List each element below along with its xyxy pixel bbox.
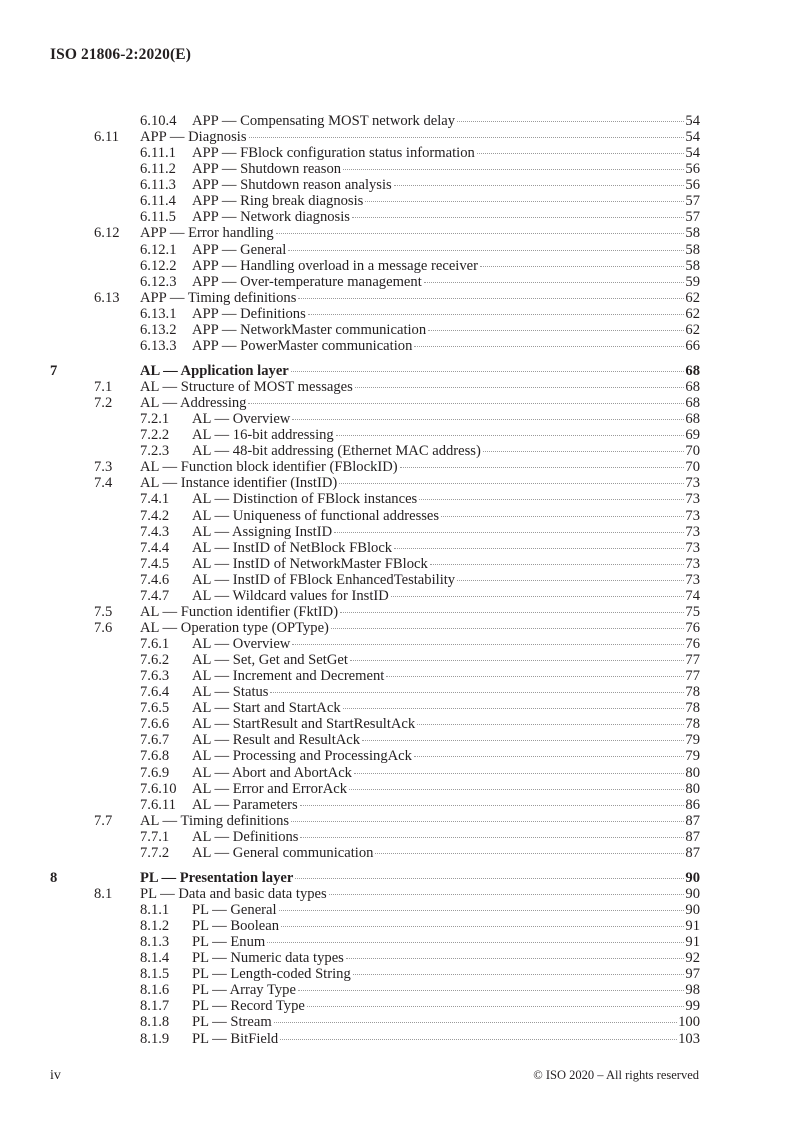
toc-section-number: 6.11.4 <box>140 193 176 210</box>
toc-section-title: APP — Error handling <box>140 225 274 242</box>
toc-section-title: AL — InstID of NetworkMaster FBlock <box>192 555 428 572</box>
toc-section-title: AL — Processing and ProcessingAck <box>192 748 412 765</box>
toc-section-number: 7.2.2 <box>140 427 170 444</box>
toc-section-title: PL — Numeric data types <box>192 950 344 967</box>
toc-entry[interactable] <box>50 177 700 193</box>
toc-dot-leader <box>295 878 684 879</box>
toc-entry[interactable] <box>50 572 700 588</box>
toc-dot-leader <box>288 250 684 251</box>
toc-dot-leader <box>343 708 685 709</box>
toc-section-number: 7.6.4 <box>140 684 170 701</box>
toc-page-number: 91 <box>685 918 700 935</box>
toc-page-number: 68 <box>685 379 700 395</box>
toc-section-title: PL — Array Type <box>192 982 296 999</box>
toc-entry[interactable] <box>50 540 700 556</box>
toc-section-number: 7.3 <box>94 459 113 476</box>
toc-dot-leader <box>298 990 684 991</box>
toc-entry[interactable] <box>50 588 700 604</box>
toc-page-number: 73 <box>685 571 700 588</box>
toc-entry[interactable] <box>50 636 700 652</box>
toc-section-title: APP — General <box>192 241 287 258</box>
toc-section-title: PL — BitField <box>192 1030 279 1047</box>
toc-page-number: 73 <box>685 555 700 572</box>
toc-page-number: 79 <box>685 748 700 765</box>
toc-section-title: PL — Record Type <box>192 998 305 1015</box>
toc-page-number: 99 <box>685 998 700 1015</box>
toc-dot-leader <box>353 974 685 975</box>
toc-section-number: 7.6.6 <box>140 716 170 733</box>
toc-section-title: AL — Instance identifier (InstID) <box>140 475 338 492</box>
toc-page-number: 87 <box>685 812 700 829</box>
toc-section-number: 7.6.1 <box>140 636 170 652</box>
toc-page-number: 70 <box>685 443 700 460</box>
toc-entry[interactable] <box>50 886 700 902</box>
toc-page-number: 90 <box>685 902 700 918</box>
toc-page-number: 66 <box>685 337 700 354</box>
toc-entry[interactable] <box>50 274 700 290</box>
toc-dot-leader <box>334 532 684 533</box>
toc-section-number: 7.2 <box>94 395 113 412</box>
toc-entry[interactable] <box>50 242 700 258</box>
toc-page-number: 78 <box>685 716 700 733</box>
toc-page-number: 68 <box>685 395 700 412</box>
toc-page-number: 73 <box>685 539 700 556</box>
toc-section-number: 6.10.4 <box>140 113 177 129</box>
toc-section-number: 8 <box>50 869 58 886</box>
toc-section-number: 7.4.3 <box>140 523 170 540</box>
toc-dot-leader <box>249 137 685 138</box>
toc-dot-leader <box>355 387 685 388</box>
toc-section-title: AL — InstID of NetBlock FBlock <box>192 539 393 556</box>
toc-page-number: 70 <box>685 459 700 476</box>
toc-section-number: 8.1.7 <box>140 998 170 1015</box>
toc-section-title: PL — Length-coded String <box>192 966 351 983</box>
toc-entry[interactable] <box>50 684 700 700</box>
toc-page-number: 68 <box>685 362 700 379</box>
toc-section-title: AL — Addressing <box>140 395 247 412</box>
toc-entry[interactable] <box>50 411 700 427</box>
toc-page-number: 54 <box>685 129 700 146</box>
toc-section-number: 7.7 <box>94 812 113 829</box>
toc-section-number: 7.6 <box>94 619 113 636</box>
toc-section-title: AL — Function block identifier (FBlockID) <box>140 459 398 476</box>
toc-dot-leader <box>386 676 684 677</box>
toc-entry[interactable] <box>50 982 700 998</box>
toc-section-number: 8.1.5 <box>140 966 170 983</box>
toc-section-number: 6.11.2 <box>140 161 176 178</box>
toc-entry[interactable] <box>50 459 700 475</box>
toc-section-title: AL — Start and StartAck <box>192 700 341 717</box>
toc-page-number: 100 <box>678 1014 700 1031</box>
toc-section-title: AL — InstID of FBlock EnhancedTestability <box>192 571 456 588</box>
toc-entry[interactable] <box>50 508 700 524</box>
toc-page-number: 77 <box>685 668 700 685</box>
toc-section-number: 7.6.10 <box>140 780 177 797</box>
toc-page-number: 78 <box>685 700 700 717</box>
toc-section-number: 7.7.2 <box>140 844 170 861</box>
toc-section-number: 7.4.6 <box>140 571 170 588</box>
toc-entry[interactable] <box>50 829 700 845</box>
toc-section-number: 7.6.2 <box>140 652 170 669</box>
toc-entry[interactable] <box>50 379 700 395</box>
toc-dot-leader <box>298 298 684 299</box>
toc-section-number: 7.4 <box>94 475 113 492</box>
toc-entry[interactable] <box>50 113 700 129</box>
toc-entry[interactable] <box>50 813 700 829</box>
toc-page-number: 80 <box>685 780 700 797</box>
toc-page-number: 75 <box>685 603 700 620</box>
toc-page-number: 87 <box>685 844 700 861</box>
toc-dot-leader <box>336 435 685 436</box>
table-of-contents <box>50 113 700 1047</box>
toc-section-number: 8.1.9 <box>140 1030 170 1047</box>
toc-page-number: 57 <box>685 209 700 226</box>
toc-dot-leader <box>331 628 684 629</box>
toc-entry[interactable] <box>50 363 700 379</box>
toc-dot-leader <box>300 837 684 838</box>
toc-section-number: 8.1.6 <box>140 982 170 999</box>
toc-section-number: 7.4.5 <box>140 555 170 572</box>
toc-section-number: 6.13.2 <box>140 321 177 338</box>
toc-entry[interactable] <box>50 732 700 748</box>
toc-section-title: APP — Handling overload in a message receiver <box>192 257 478 274</box>
toc-section-title: APP — Diagnosis <box>140 129 247 146</box>
toc-dot-leader <box>457 121 684 122</box>
toc-section-title: APP — NetworkMaster communication <box>192 321 427 338</box>
toc-section-number: 6.12.2 <box>140 257 177 274</box>
toc-entry[interactable] <box>50 306 700 322</box>
toc-dot-leader <box>307 1006 685 1007</box>
toc-section-title: AL — Overview <box>192 636 291 652</box>
toc-entry[interactable] <box>50 966 700 982</box>
toc-dot-leader <box>391 596 685 597</box>
toc-page-number: 73 <box>685 523 700 540</box>
toc-entry[interactable] <box>50 765 700 781</box>
toc-section-title: APP — Ring break diagnosis <box>192 193 364 210</box>
toc-entry[interactable] <box>50 475 700 491</box>
document-id-header: ISO 21806-2:2020(E) <box>50 46 191 63</box>
toc-section-title: AL — Structure of MOST messages <box>140 379 353 395</box>
toc-section-title: PL — Stream <box>192 1014 272 1031</box>
toc-section-number: 7.4.4 <box>140 539 170 556</box>
toc-section-number: 7.4.2 <box>140 507 170 524</box>
page-number-footer: iv <box>50 1068 61 1083</box>
toc-page-number: 76 <box>685 636 700 652</box>
toc-section-number: 7.6.3 <box>140 668 170 685</box>
toc-page-number: 87 <box>685 828 700 845</box>
toc-entry[interactable] <box>50 781 700 797</box>
toc-section-number: 6.12.1 <box>140 241 177 258</box>
toc-entry[interactable] <box>50 395 700 411</box>
toc-dot-leader <box>457 580 684 581</box>
toc-page-number: 74 <box>685 587 700 604</box>
toc-section-title: APP — PowerMaster communication <box>192 337 413 354</box>
toc-page-number: 59 <box>685 273 700 290</box>
toc-section-title: AL — Abort and AbortAck <box>192 764 352 781</box>
toc-page-number: 92 <box>685 950 700 967</box>
toc-dot-leader <box>483 451 685 452</box>
toc-section-number: 7.7.1 <box>140 828 170 845</box>
toc-page-number: 62 <box>685 305 700 322</box>
toc-entry[interactable] <box>50 524 700 540</box>
toc-section-number: 7.5 <box>94 603 113 620</box>
toc-dot-leader <box>343 169 684 170</box>
toc-section-title: AL — Uniqueness of functional addresses <box>192 507 440 524</box>
toc-page-number: 54 <box>685 145 700 162</box>
toc-section-title: APP — Shutdown reason analysis <box>192 177 392 194</box>
toc-entry[interactable] <box>50 668 700 684</box>
toc-section-title: AL — Definitions <box>192 828 299 845</box>
toc-section-number: 7.6.5 <box>140 700 170 717</box>
toc-page-number: 54 <box>685 113 700 129</box>
toc-dot-leader <box>346 958 685 959</box>
toc-entry[interactable] <box>50 700 700 716</box>
toc-section-number: 7.4.1 <box>140 491 170 508</box>
toc-dot-leader <box>394 548 684 549</box>
toc-dot-leader <box>349 789 684 790</box>
toc-page-number: 76 <box>685 619 700 636</box>
toc-section-title: APP — FBlock configuration status information <box>192 145 475 162</box>
toc-entry[interactable] <box>50 322 700 338</box>
toc-page-number: 86 <box>685 796 700 813</box>
toc-dot-leader <box>339 483 684 484</box>
toc-section-number: 6.13 <box>94 289 120 306</box>
toc-section-title: AL — Result and ResultAck <box>192 732 361 749</box>
toc-section-number: 7.2.3 <box>140 443 170 460</box>
toc-entry[interactable] <box>50 209 700 225</box>
toc-section-number: 8.1.1 <box>140 902 170 918</box>
toc-page-number: 62 <box>685 289 700 306</box>
toc-section-title: PL — General <box>192 902 277 918</box>
toc-entry[interactable] <box>50 145 700 161</box>
toc-entry[interactable] <box>50 443 700 459</box>
toc-page-number: 73 <box>685 507 700 524</box>
toc-entry[interactable] <box>50 918 700 934</box>
toc-section-number: 8.1.4 <box>140 950 170 967</box>
toc-page-number: 73 <box>685 491 700 508</box>
toc-dot-leader <box>441 516 684 517</box>
toc-page-number: 73 <box>685 475 700 492</box>
toc-section-title: PL — Boolean <box>192 918 280 935</box>
toc-entry[interactable] <box>50 716 700 732</box>
toc-section-number: 8.1 <box>94 885 113 902</box>
toc-entry[interactable] <box>50 556 700 572</box>
toc-dot-leader <box>414 756 684 757</box>
toc-dot-leader <box>340 612 684 613</box>
toc-dot-leader <box>270 692 684 693</box>
toc-page-number: 68 <box>685 411 700 428</box>
toc-entry[interactable] <box>50 620 700 636</box>
toc-section-number: 6.12 <box>94 225 120 242</box>
toc-entry[interactable] <box>50 902 700 918</box>
toc-section-title: AL — Increment and Decrement <box>192 668 385 685</box>
toc-section-number: 7.1 <box>94 379 113 395</box>
toc-page-number: 91 <box>685 934 700 951</box>
toc-section-title: APP — Definitions <box>192 305 306 322</box>
toc-page-number: 58 <box>685 257 700 274</box>
toc-section-title: AL — Operation type (OPType) <box>140 619 329 636</box>
toc-page-number: 97 <box>685 966 700 983</box>
toc-section-title: AL — StartResult and StartResultAck <box>192 716 416 733</box>
toc-section-title: PL — Presentation layer <box>140 869 294 886</box>
toc-page-number: 80 <box>685 764 700 781</box>
toc-section-number: 6.13.1 <box>140 305 177 322</box>
toc-page-number: 58 <box>685 241 700 258</box>
toc-entry[interactable] <box>50 797 700 813</box>
toc-section-title: AL — Parameters <box>192 796 298 813</box>
toc-entry[interactable] <box>50 934 700 950</box>
toc-section-title: AL — Status <box>192 684 269 701</box>
toc-section-title: AL — 16-bit addressing <box>192 427 334 444</box>
toc-dot-leader <box>424 282 685 283</box>
toc-dot-leader <box>417 724 684 725</box>
toc-page-number: 57 <box>685 193 700 210</box>
toc-page-number: 56 <box>685 177 700 194</box>
toc-dot-leader <box>276 233 685 234</box>
toc-section-title: AL — Error and ErrorAck <box>192 780 348 797</box>
toc-entry[interactable] <box>50 652 700 668</box>
toc-dot-leader <box>394 185 685 186</box>
toc-entry[interactable] <box>50 998 700 1014</box>
toc-entry[interactable] <box>50 129 700 145</box>
toc-section-title: AL — Timing definitions <box>140 812 290 829</box>
toc-dot-leader <box>375 853 684 854</box>
toc-dot-leader <box>248 403 684 404</box>
toc-section-title: PL — Data and basic data types <box>140 885 327 902</box>
toc-section-number: 7.6.7 <box>140 732 170 749</box>
toc-entry[interactable] <box>50 161 700 177</box>
toc-section-number: 8.1.2 <box>140 918 170 935</box>
toc-entry[interactable] <box>50 748 700 764</box>
toc-page-number: 77 <box>685 652 700 669</box>
toc-dot-leader <box>281 926 684 927</box>
toc-section-title: APP — Compensating MOST network delay <box>192 113 456 129</box>
toc-page-number: 58 <box>685 225 700 242</box>
toc-section-title: APP — Network diagnosis <box>192 209 350 226</box>
toc-section-title: APP — Shutdown reason <box>192 161 342 178</box>
toc-dot-leader <box>419 499 684 500</box>
toc-section-number: 6.12.3 <box>140 273 177 290</box>
toc-section-number: 7.6.11 <box>140 796 176 813</box>
toc-section-number: 8.1.3 <box>140 934 170 951</box>
toc-entry[interactable] <box>50 604 700 620</box>
toc-dot-leader <box>480 266 684 267</box>
toc-dot-leader <box>354 773 684 774</box>
toc-section-title: AL — Application layer <box>140 362 289 379</box>
toc-page-number: 90 <box>685 885 700 902</box>
toc-section-title: AL — Assigning InstID <box>192 523 333 540</box>
toc-dot-leader <box>291 371 685 372</box>
copyright-footer: © ISO 2020 – All rights reserved <box>533 1068 699 1082</box>
toc-page-number: 98 <box>685 982 700 999</box>
toc-dot-leader <box>400 467 685 468</box>
toc-page-number: 103 <box>678 1030 700 1047</box>
toc-section-title: AL — Wildcard values for InstID <box>192 587 389 604</box>
toc-section-number: 8.1.8 <box>140 1014 170 1031</box>
toc-page-number: 79 <box>685 732 700 749</box>
toc-entry[interactable] <box>50 427 700 443</box>
toc-section-number: 7.6.9 <box>140 764 170 781</box>
toc-dot-leader <box>308 314 685 315</box>
toc-dot-leader <box>267 942 684 943</box>
toc-section-number: 7 <box>50 362 58 379</box>
toc-section-number: 6.13.3 <box>140 337 177 354</box>
toc-dot-leader <box>428 330 684 331</box>
toc-section-number: 7.2.1 <box>140 411 170 428</box>
toc-entry[interactable] <box>50 1031 700 1047</box>
toc-section-number: 7.4.7 <box>140 587 170 604</box>
toc-entry[interactable] <box>50 258 700 274</box>
toc-section-title: APP — Over-temperature management <box>192 273 422 290</box>
toc-dot-leader <box>280 1039 677 1040</box>
toc-entry[interactable] <box>50 225 700 241</box>
toc-section-title: AL — 48-bit addressing (Ethernet MAC address) <box>192 443 481 460</box>
toc-entry[interactable] <box>50 870 700 886</box>
toc-page-number: 56 <box>685 161 700 178</box>
toc-section-number: 6.11 <box>94 129 119 146</box>
toc-section-title: AL — Overview <box>192 411 291 428</box>
toc-section-number: 7.6.8 <box>140 748 170 765</box>
toc-dot-leader <box>352 217 684 218</box>
toc-entry[interactable] <box>50 193 700 209</box>
toc-entry[interactable] <box>50 950 700 966</box>
toc-section-number: 6.11.3 <box>140 177 176 194</box>
toc-section-number: 6.11.1 <box>140 145 176 162</box>
toc-section-number: 6.11.5 <box>140 209 176 226</box>
toc-entry[interactable] <box>50 1014 700 1030</box>
toc-dot-leader <box>274 1022 677 1023</box>
toc-dot-leader <box>365 201 684 202</box>
toc-entry[interactable] <box>50 845 700 861</box>
toc-section-title: AL — Set, Get and SetGet <box>192 652 348 669</box>
toc-dot-leader <box>329 894 685 895</box>
toc-entry[interactable] <box>50 290 700 306</box>
toc-dot-leader <box>414 346 684 347</box>
toc-dot-leader <box>430 564 685 565</box>
toc-page-number: 62 <box>685 321 700 338</box>
toc-section-title: AL — Distinction of FBlock instances <box>192 491 418 508</box>
toc-dot-leader <box>292 644 684 645</box>
toc-dot-leader <box>362 740 684 741</box>
toc-dot-leader <box>291 821 684 822</box>
toc-entry[interactable] <box>50 491 700 507</box>
toc-dot-leader <box>300 805 685 806</box>
toc-page-number: 78 <box>685 684 700 701</box>
toc-section-title: APP — Timing definitions <box>140 289 297 306</box>
toc-entry[interactable] <box>50 338 700 354</box>
toc-page-number: 69 <box>685 427 700 444</box>
toc-dot-leader <box>292 419 684 420</box>
toc-dot-leader <box>477 153 685 154</box>
toc-page-number: 90 <box>685 869 700 886</box>
toc-dot-leader <box>279 910 685 911</box>
toc-section-title: PL — Enum <box>192 934 266 951</box>
toc-section-title: AL — General communication <box>192 844 374 861</box>
toc-section-title: AL — Function identifier (FktID) <box>140 603 339 620</box>
toc-dot-leader <box>350 660 684 661</box>
